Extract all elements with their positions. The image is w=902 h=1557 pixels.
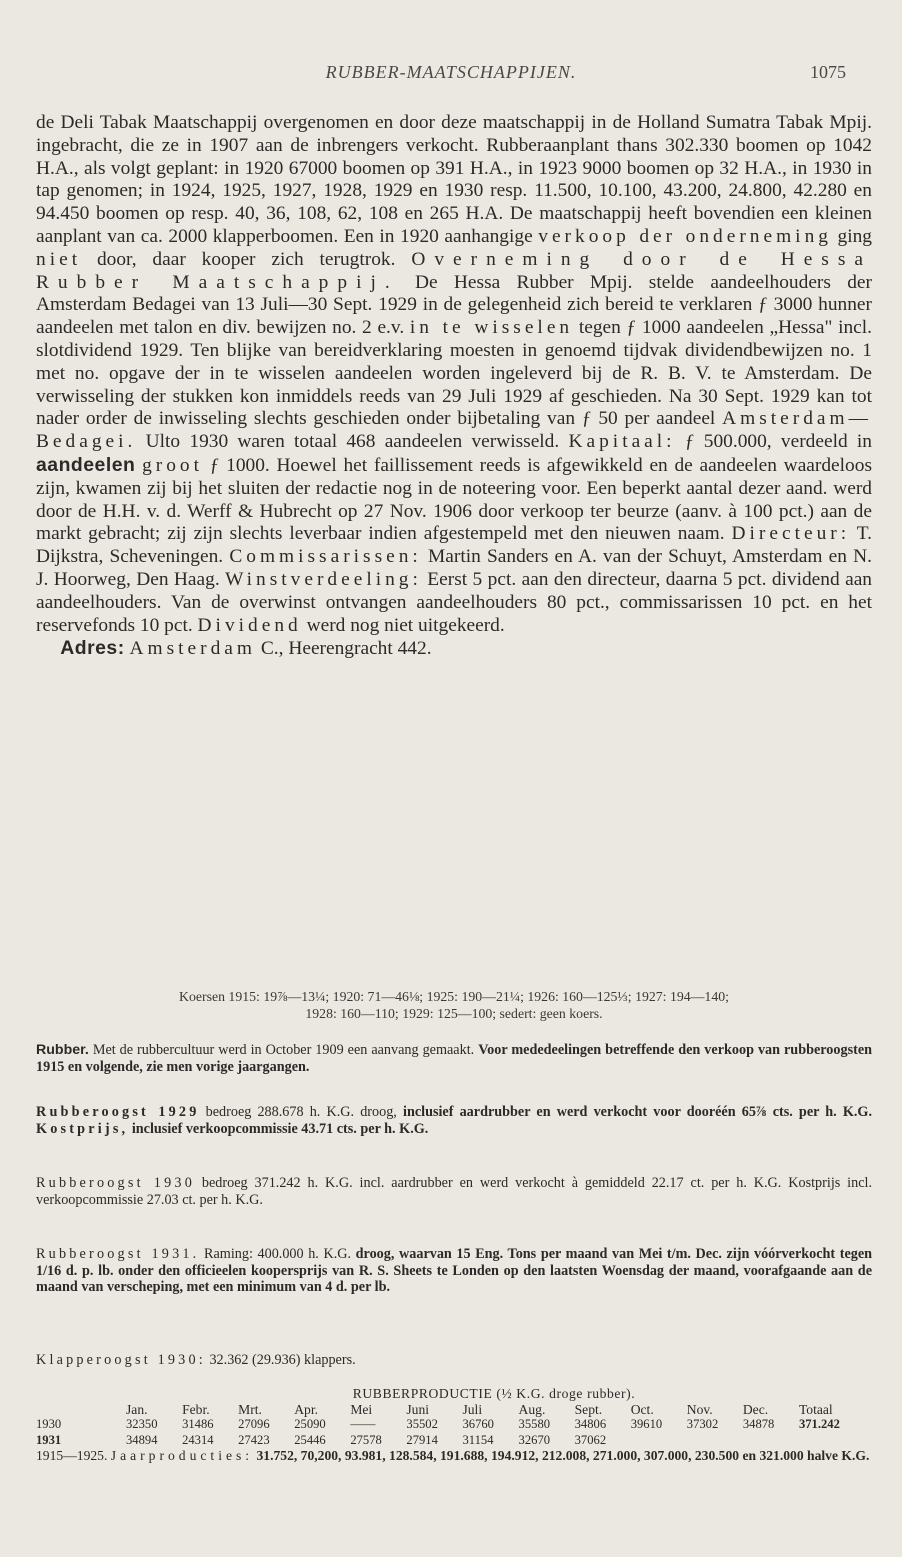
oogst-1930 (36, 1175, 872, 1208)
text-directeur: T. Dijkstra, Scheveningen. (36, 523, 873, 568)
label-directeur: Directeur: (731, 523, 851, 545)
oogst-1929-c: inclusief verkoopcommissie 43.71 cts. per h. K.G. (131, 1120, 429, 1137)
month-header: Mei (350, 1401, 373, 1417)
table-row (36, 1417, 872, 1433)
adres-line (36, 637, 872, 661)
table-cell: 24314 (182, 1432, 214, 1447)
table-cell (631, 1433, 687, 1449)
text-history: de Deli Tabak Maatschappij overgenomen en door deze maatschappij in de Holland Sumatra Tabak Mpij. ingebracht, die ze in 1907 aan de inbrengers verkocht. Rubberaanplant thans 302.330 boomen op 1042 H.A., als volgt geplant: in 1920 67000 boomen op 391 H.A., in 1923 9000 boomen op 32 H.A., in 1930 in tap genomen; in 1924, 1925, 1927, 1928, 1929 en 1930 resp. 11.500, 10.100, 43.200, 24.800, 42.280 en 94.450 boomen op resp. 40, 36, 108, 62, 108 en 265 H.A. De maatschappij heeft bovendien een kleinen aanplant van ca. 2000 klapperboomen. Een in 1920 aanhangige (36, 112, 872, 247)
table-cell: 32670 (518, 1432, 551, 1447)
text-commissarissen: Martin Sanders en A. van der Schuyt, Amsterdam en N. J. Hoorweg, Den Haag. (36, 546, 872, 590)
koersen-line-1: Koersen 1915: 19⅞—13¼; 1920: 71—46⅛; 1925: 190—21¼; 1926: 160—125⅓; 1927: 194—140; (179, 989, 729, 1004)
text-winstverdeeling: Eerst 5 pct. aan den directeur, daarna 5 pct. dividend aan aandeelhouders. Van de overwinst ontvangen aandeelhouders 80 pct., commissarissen 10 pct. en het reservefonds 10 pct. (36, 568, 872, 636)
table-cell: 35502 (406, 1417, 438, 1432)
month-header: Oct. (630, 1401, 654, 1417)
rubber-intro-a: Met de rubbercultuur werd in October 1909 een aanvang gemaakt. (92, 1042, 475, 1058)
table-cell: 31154 (462, 1432, 494, 1447)
spaced-amsterdam-bedagei: Amsterdam—Bedagei. (36, 408, 872, 453)
adres-rest: C., Heerengracht 442. (260, 638, 432, 660)
month-header: Febr. (182, 1401, 210, 1417)
table-cell: 37302 (686, 1417, 719, 1432)
rubber-intro (36, 1042, 872, 1075)
rubber-production-table (36, 1386, 872, 1464)
label-kostprijs: Kostprijs, (36, 1120, 129, 1137)
spaced-groot: groot (142, 454, 203, 476)
adres-city: Amsterdam (129, 638, 256, 660)
page-number: 1075 (810, 62, 846, 82)
oogst-1929-a: bedroeg 288.678 h. K.G. droog, (205, 1104, 397, 1120)
label-kapitaal: Kapitaal: (568, 431, 676, 453)
month-header: Dec. (742, 1401, 769, 1417)
production-title: RUBBERPRODUCTIE (½ K.G. droge rubber). (352, 1386, 636, 1401)
table-cell: 35580 (518, 1417, 551, 1432)
oogst-1931 (36, 1246, 872, 1296)
table-cell: 25446 (294, 1432, 326, 1447)
label-klapperoogst: Klapperoogst 1930: (36, 1352, 206, 1368)
table-cell (743, 1433, 799, 1449)
table-cell: 32350 (126, 1417, 158, 1432)
label-rubber: Rubber. (36, 1042, 89, 1058)
month-header: Juni (406, 1401, 430, 1417)
table-cell: 27914 (406, 1432, 438, 1447)
koersen-block (36, 988, 872, 1022)
month-header: Jan. (126, 1401, 148, 1417)
label-oogst-1929: Rubberoogst 1929 (36, 1104, 200, 1120)
jp-label: Jaarproducties: (110, 1448, 254, 1464)
page-header (36, 62, 866, 86)
text-verwisseld: Ulto 1930 waren totaal 468 aandeelen verwisseld. (145, 431, 560, 453)
label-winstverdeeling: Winstverdeeling: (225, 568, 422, 590)
header-year-cell (36, 1402, 126, 1418)
spaced-niet: niet (36, 248, 82, 270)
spaced-te-wisselen: in te wisselen (409, 317, 574, 339)
month-header: Sept. (574, 1401, 603, 1417)
table-cell: —— (350, 1417, 376, 1432)
table-cell (687, 1433, 743, 1449)
table-cell: 34894 (126, 1432, 158, 1447)
table-header-row (36, 1402, 872, 1418)
table-cell: 27423 (238, 1432, 270, 1447)
label-commissarissen: Commissarissen: (229, 546, 422, 568)
oogst-1930-text: bedroeg 371.242 h. K.G. incl. aardrubber en werd verkocht à gemiddeld 22.17 ct. per h. K.G. Kostprijs incl. verkoopcommissie 27.03 ct. per h. K.G. (36, 1175, 873, 1208)
main-paragraph (36, 112, 872, 637)
oogst-1929 (36, 1104, 872, 1137)
bold-aandeelen: aandeelen (36, 453, 136, 476)
table-cell: 37062 (574, 1432, 607, 1447)
jp-values: 31.752, 70,200, 93.981, 128.584, 191.688, 194.912, 212.008, 271.000, 307.000, 230.500 en 321.000 halve K.G. (256, 1448, 870, 1464)
spaced-overneming: Overneming door de Hessa Rubber Maatschappij. (36, 248, 872, 293)
label-adres: Adres: (60, 637, 125, 660)
label-oogst-1931: Rubberoogst 1931. (36, 1246, 200, 1262)
company-description (36, 112, 872, 661)
oogst-1931-c: per maand van Mei t/m. Dec. zijn vóórverkocht tegen 1/16 d. p. lb. onder den officieelen koopersprijs van R. S. Sheets te Londen op den laatsten Woensdag der maand, voorafgaande aan de maand van verscheping, met een minimum van 4 d. per lb. (36, 1246, 873, 1296)
table-row (36, 1433, 872, 1449)
table-cell: 27578 (350, 1432, 382, 1447)
text-ging: ging (837, 225, 873, 247)
table-cell: 25090 (294, 1417, 326, 1432)
month-header: Mrt. (238, 1401, 262, 1417)
oogst-1931-a: Raming: 400.000 h. K.G. (204, 1246, 352, 1262)
label-dividend: Dividend (197, 614, 302, 636)
text-dividend: werd nog niet uitgekeerd. (306, 614, 505, 636)
text-faillissement: ƒ 1000. Hoewel het faillissement reeds is afgewikkeld en de aandeelen waardeloos zijn, kwamen zij bij het sluiten der redactie nog in de noteering voor. Een beperkt aantal dezer aand. werd door de H.H. v. d. Werff & Hubrecht op 27 Nov. 1906 door verkoop ter beurze (aanv. à 100 pct.) aan de markt gebracht; zij zijn slechts leverbaar indien afgestempeld met den nieuwen naam. (36, 454, 872, 545)
row-year: 1931 (36, 1432, 62, 1447)
row-year: 1930 (36, 1417, 62, 1432)
jp-years: 1915—1925. (36, 1448, 108, 1464)
label-oogst-1930: Rubberoogst 1930 (36, 1175, 195, 1191)
oogst-1931-b: droog, waarvan 15 Eng. Tons (355, 1246, 537, 1262)
table-cell: 31486 (182, 1417, 214, 1432)
month-header: Totaal (798, 1401, 833, 1417)
text-inwisseling: tegen ƒ 1000 aandeelen „Hessa" incl. slotdividend 1929. Ten blijke van bereidverklaring moesten in genoemd tijdvak dividendbewijzen no. 1 met no. opgave der in te wisselen aandeelen worden ingeleverd bij de R. B. V. te Amsterdam. De verwisseling der stukken kon inmiddels reeds van 29 Juli 1929 af geschieden. Na 30 Sept. 1929 kan tot nader order de inwisseling slechts geschieden onder bijbetaling van ƒ 50 per aandeel (36, 317, 872, 430)
production-grid (36, 1402, 872, 1449)
klapperoogst-text: 32.362 (29.936) klappers. (209, 1352, 356, 1368)
table-cell: 39610 (630, 1417, 663, 1432)
rubber-intro-b: Voor mededeelingen betreffende den verkoop van rubberoogsten 1915 en volgende, zie men vorige jaargangen. (36, 1042, 873, 1075)
month-header: Nov. (686, 1401, 713, 1417)
month-header: Apr. (294, 1401, 319, 1417)
table-body (36, 1417, 872, 1448)
klapperoogst (36, 1352, 872, 1369)
table-cell: 36760 (462, 1417, 494, 1432)
running-title: RUBBER-MAATSCHAPPIJEN. (325, 62, 577, 82)
text-hessa: De Hessa Rubber Mpij. stelde aandeelhouders der Amsterdam Bedagei van 13 Juli—30 Sept. 1929 in de gelegenheid zich bereid te verklaren ƒ 3000 hunner aandeelen met talon en div. bewijzen no. 2 e.v. (36, 271, 872, 339)
table-cell: 371.242 (798, 1417, 840, 1432)
month-header: Juli (462, 1401, 483, 1417)
text-kooper: door, daar kooper zich terugtrok. (96, 248, 396, 270)
month-header: Aug. (518, 1401, 546, 1417)
table-cell: 34806 (574, 1417, 607, 1432)
oogst-1929-b: inclusief aardrubber en werd verkocht voor dooréén 65⅞ cts. per h. K.G. (403, 1104, 873, 1120)
spaced-verkoop: verkoop der onderneming (538, 225, 832, 247)
koersen-line-2: 1928: 160—110; 1929: 125—100; sedert: geen koers. (305, 1006, 603, 1021)
table-cell: 34878 (742, 1417, 775, 1432)
text-kapitaal: ƒ 500.000, verdeeld in (684, 431, 872, 453)
jaarproducties-line (36, 1448, 872, 1464)
table-cell (799, 1433, 872, 1449)
table-cell: 27096 (238, 1417, 270, 1432)
